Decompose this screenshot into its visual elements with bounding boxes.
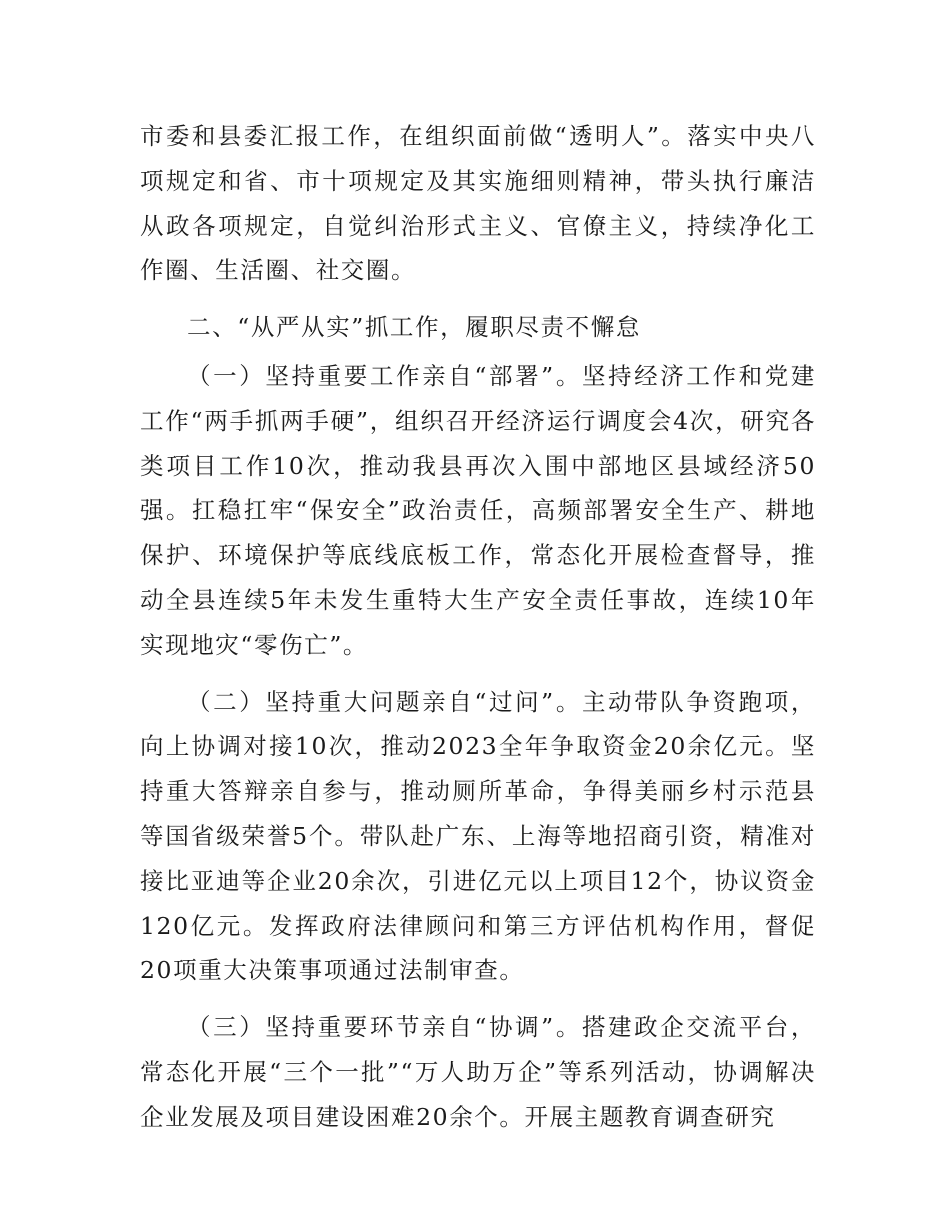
document-body bbox=[140, 114, 816, 1152]
paragraph-item-1: （一）坚持重要工作亲自“部署”。坚持经济工作和党建工作“两手抓两手硬”，组织召开经济运行调度会4次，研究各类项目工作10次，推动我县再次入围中部地区县域经济50强。扛稳扛牢“保安全”政治责任，高频部署安全生产、耕地保护、环境保护等底线底板工作，常态化开展检查督导，推动全县连续5年未发生重特大生产安全责任事故，连续10年实现地灾“零伤亡”。 bbox=[140, 361, 816, 659]
section-heading: 二、“从严从实”抓工作，履职尽责不懈怠 bbox=[187, 313, 641, 342]
paragraph-continuation: 市委和县委汇报工作，在组织面前做“透明人”。落实中央八项规定和省、市十项规定及其实施细则精神，带头执行廉洁从政各项规定，自觉纠治形式主义、官僚主义，持续净化工作圈、生活圈、社交圈。 bbox=[140, 122, 816, 285]
paragraph-item-2: （二）坚持重大问题亲自“过问”。主动带队争资跑项，向上协调对接10次，推动2023全年争取资金20余亿元。坚持重大答辩亲自参与，推动厕所革命，争得美丽乡村示范县等国省级荣誉5个。带队赴广东、上海等地招商引资，精准对接比亚迪等企业20余次，引进亿元以上项目12个，协议资金120亿元。发挥政府法律顾问和第三方评估机构作用，督促20项重大决策事项通过法制审查。 bbox=[140, 687, 816, 985]
paragraph-item-3: （三）坚持重要环节亲自“协调”。搭建政企交流平台，常态化开展“三个一批”“万人助万企”等系列活动，协调解决企业发展及项目建设困难20余个。开展主题教育调查研究 bbox=[140, 1013, 816, 1131]
